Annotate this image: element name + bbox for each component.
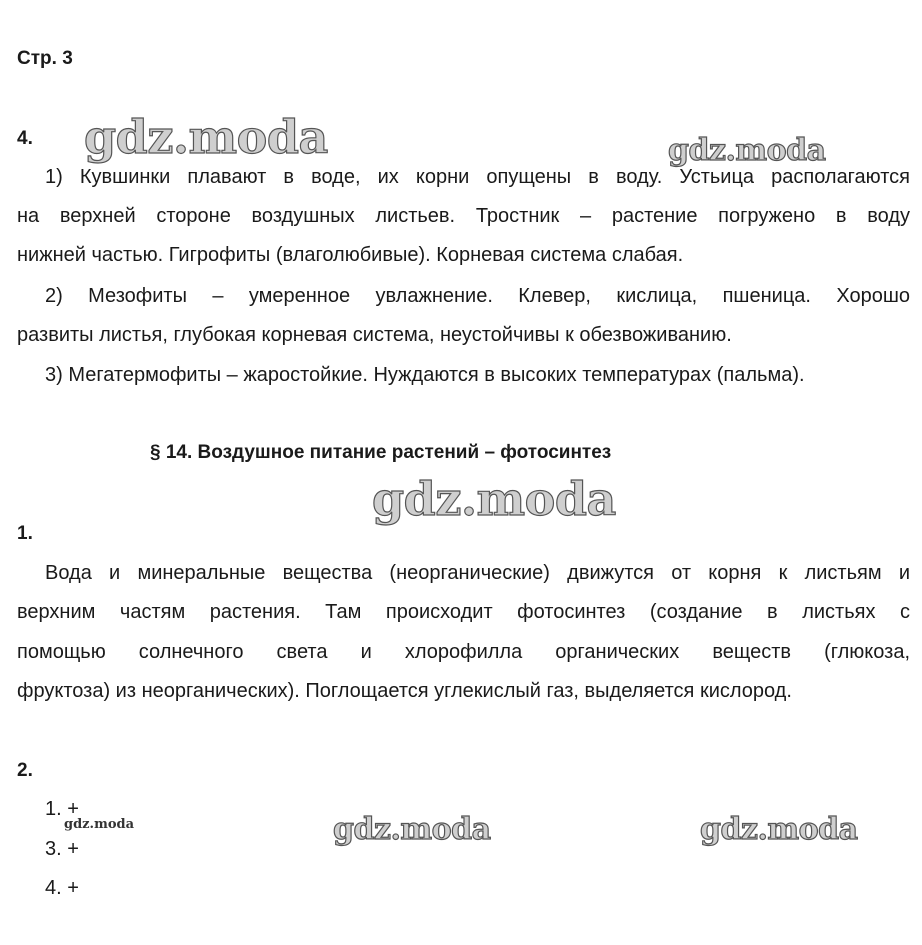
watermark: gdz.moda	[372, 472, 616, 526]
section-number: 4.	[17, 128, 33, 149]
task-number: 2.	[17, 760, 33, 781]
answer-item: 1. +	[45, 798, 79, 820]
paragraph-line: верхним частям растения. Там происходит фотосинтез (создание в листьях с	[17, 601, 910, 623]
watermark: gdz.moda	[700, 812, 858, 847]
paragraph-line: 2) Мезофиты – умеренное увлажнение. Клевер, кислица, пшеница. Хорошо	[45, 285, 910, 307]
watermark: gdz.moda	[84, 110, 328, 164]
paragraph-line: нижней частью. Гигрофиты (влаголюбивые). Корневая система слабая.	[17, 244, 684, 266]
answer-item: 3. +	[45, 838, 79, 860]
watermark: gdz.moda	[668, 133, 826, 168]
page-label: Стр. 3	[17, 48, 73, 69]
watermark: gdz.moda	[64, 817, 135, 832]
paragraph-line: на верхней стороне воздушных листьев. Тростник – растение погружено в воду	[17, 205, 910, 227]
task-number: 1.	[17, 523, 33, 544]
paragraph-line: помощью солнечного света и хлорофилла органических веществ (глюкоза,	[17, 641, 910, 663]
chapter-title: § 14. Воздушное питание растений – фотосинтез	[150, 442, 612, 463]
paragraph-line: развиты листья, глубокая корневая система, неустойчивы к обезвоживанию.	[17, 324, 732, 346]
paragraph-line: Вода и минеральные вещества (неорганические) движутся от корня к листьям и	[45, 562, 910, 584]
paragraph-line: фруктоза) из неорганических). Поглощается углекислый газ, выделяется кислород.	[17, 680, 792, 702]
paragraph-line: 3) Мегатермофиты – жаростойкие. Нуждаются в высоких температурах (пальма).	[45, 364, 805, 386]
paragraph-line: 1) Кувшинки плавают в воде, их корни опущены в воду. Устьица располагаются	[45, 166, 910, 188]
watermark: gdz.moda	[333, 812, 491, 847]
answer-item: 4. +	[45, 877, 79, 899]
